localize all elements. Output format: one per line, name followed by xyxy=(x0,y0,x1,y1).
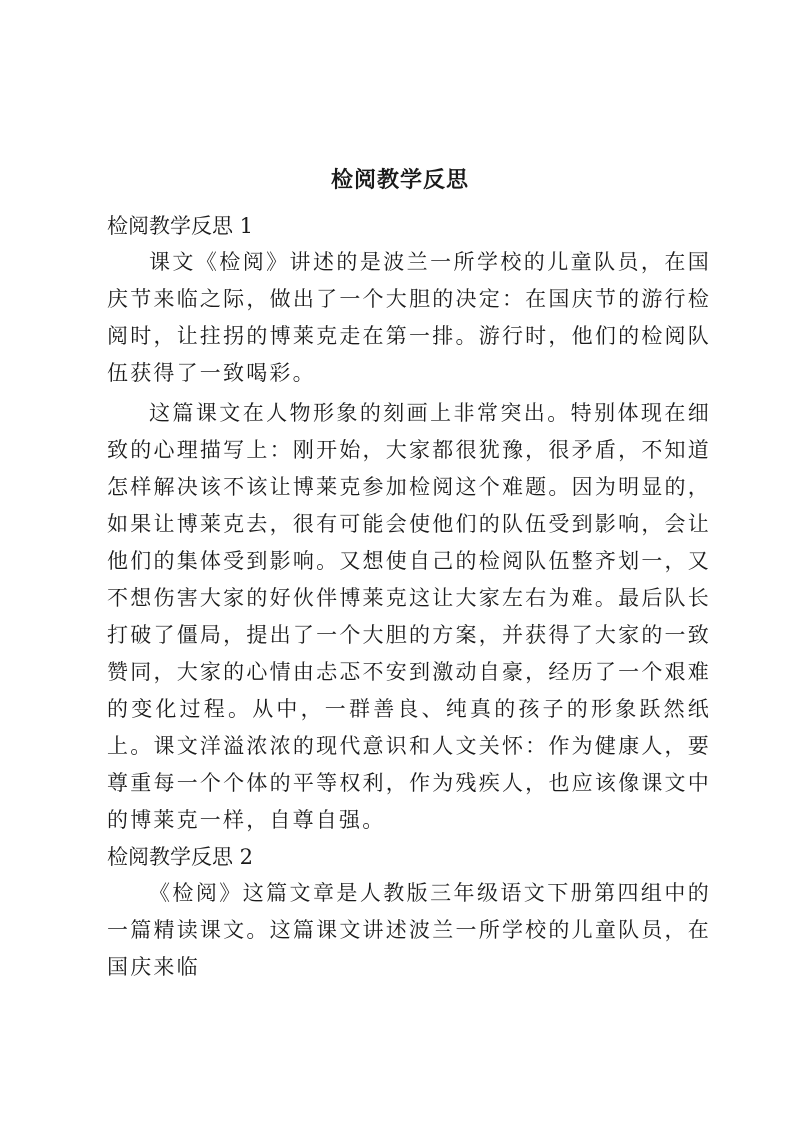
paragraph: 《检阅》这篇文章是人教版三年级语文下册第四组中的一篇精读课文。这篇课文讲述波兰一所学校的儿童队员，在国庆来临 xyxy=(107,881,711,979)
section-heading: 检阅教学反思 1 xyxy=(107,214,254,238)
section-heading: 检阅教学反思 2 xyxy=(107,845,254,869)
section-2 xyxy=(107,839,711,986)
paragraph: 这篇课文在人物形象的刻画上非常突出。特别体现在细致的心理描写上：刚开始，大家都很犹豫，很矛盾，不知道怎样解决该不该让博莱克参加检阅这个难题。因为明显的，如果让博莱克去，很有可能会使他们的队伍受到影响，会让他们的集体受到影响。又想使自己的检阅队伍整齐划一，又不想伤害大家的好伙伴博莱克这让大家左右为难。最后队长打破了僵局，提出了一个大胆的方案，并获得了大家的一致赞同，大家的心情由忐忑不安到激动自豪，经历了一个艰难的变化过程。从中，一群善良、纯真的孩子的形象跃然纸上。课文洋溢浓浓的现代意识和人文关怀：作为健康人，要尊重每一个个体的平等权利，作为残疾人，也应该像课文中的博莱克一样，自尊自强。 xyxy=(107,401,711,832)
document-body xyxy=(107,208,711,986)
section-1 xyxy=(107,208,711,839)
document-title: 检阅教学反思 xyxy=(330,167,469,193)
paragraph: 课文《检阅》讲述的是波兰一所学校的儿童队员，在国庆节来临之际，做出了一个大胆的决定：在国庆节的游行检阅时，让拄拐的博莱克走在第一排。游行时，他们的检阅队伍获得了一致喝彩。 xyxy=(107,250,711,385)
